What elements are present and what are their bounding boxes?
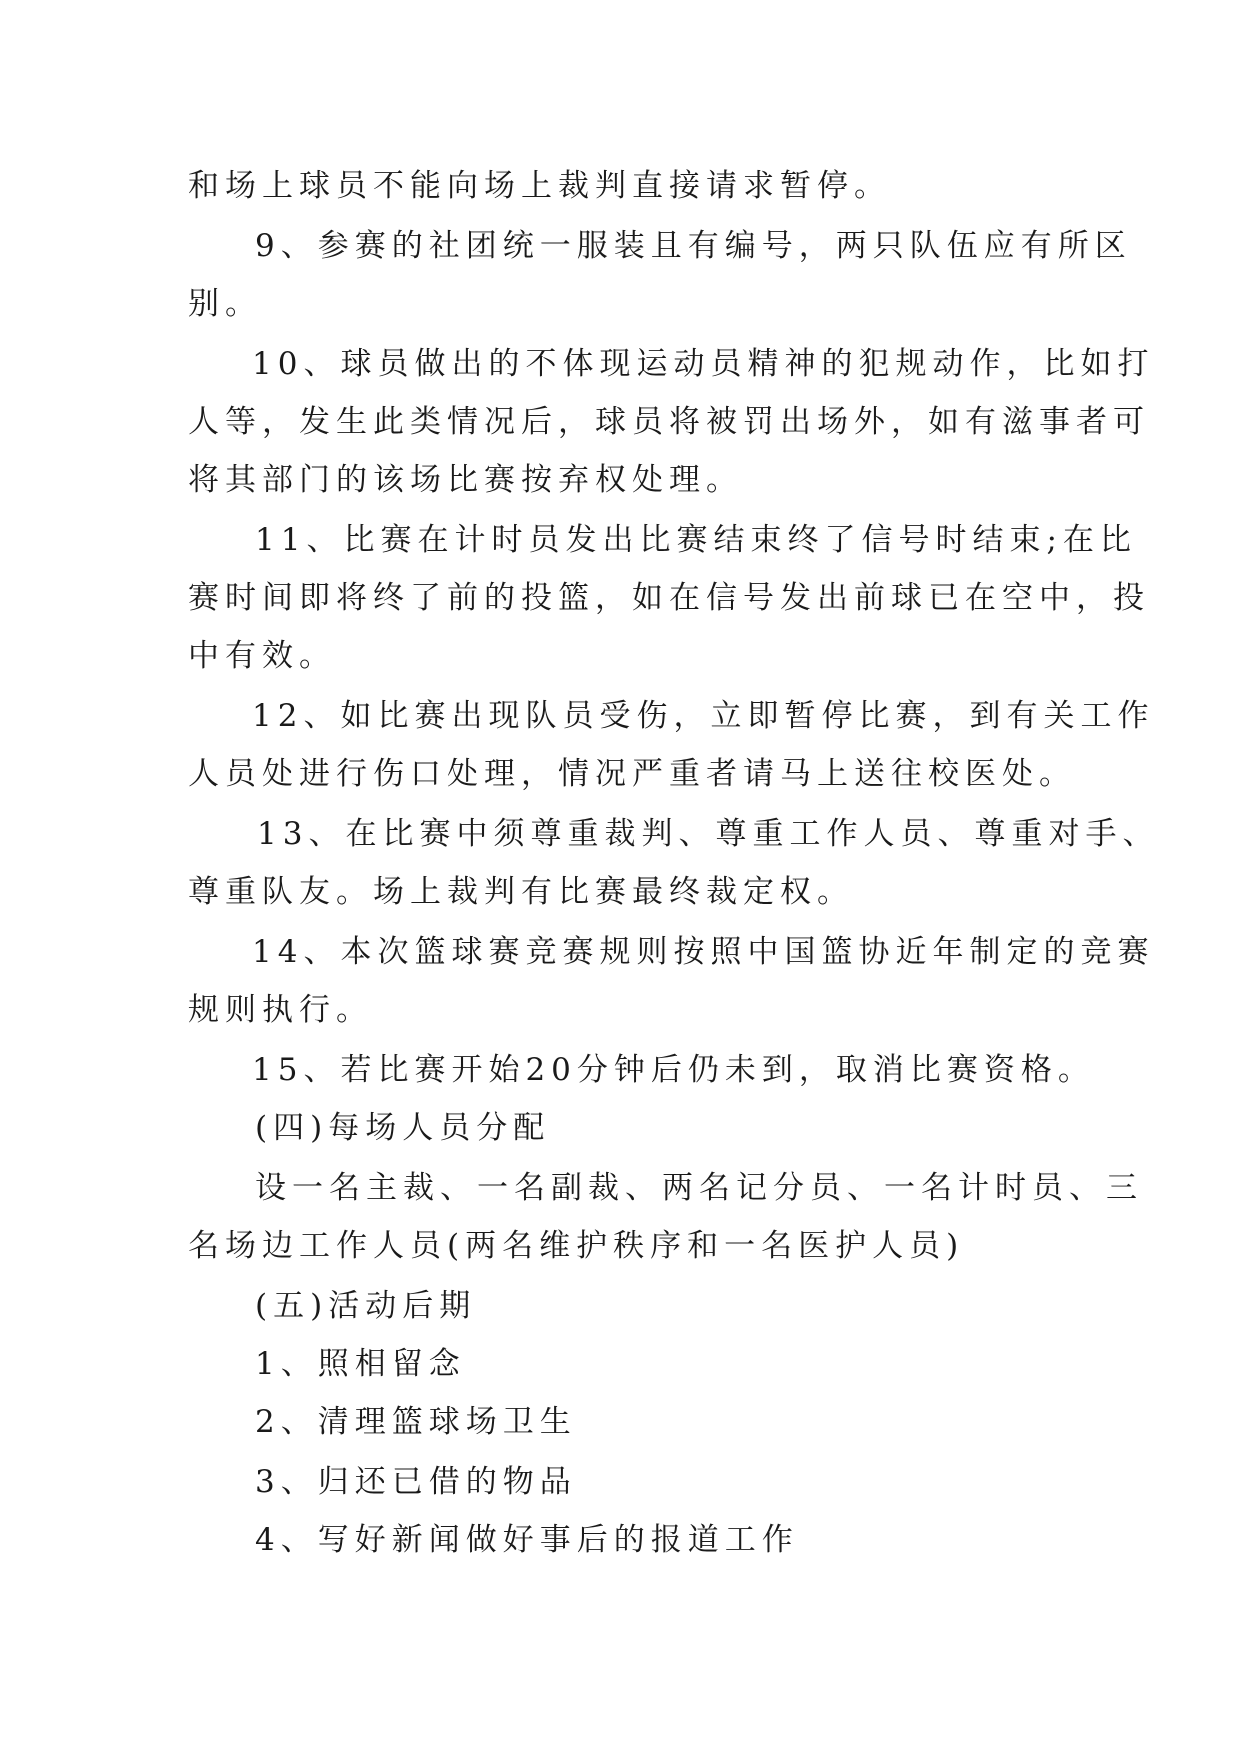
section-heading: (四)每场人员分配: [255, 1110, 551, 1146]
text-line: 和场上球员不能向场上裁判直接请求暂停。: [188, 168, 891, 204]
text-line: 12、如比赛出现队员受伤，立即暂停比赛，到有关工作: [252, 698, 1155, 734]
text-line: 别。: [188, 286, 262, 322]
section-heading: (五)活动后期: [255, 1288, 477, 1324]
text-line: 规则执行。: [188, 992, 373, 1028]
text-line: 15、若比赛开始20分钟后仍未到，取消比赛资格。: [252, 1052, 1095, 1088]
text-line: 人员处进行伤口处理，情况严重者请马上送往校医处。: [188, 756, 1076, 792]
text-line: 11、比赛在计时员发出比赛结束终了信号时结束;在比: [255, 522, 1137, 558]
list-item: 2、清理篮球场卫生: [255, 1404, 577, 1440]
text-line: 中有效。: [188, 638, 336, 674]
text-line: 尊重队友。场上裁判有比赛最终裁定权。: [188, 874, 854, 910]
list-item: 1、照相留念: [255, 1346, 466, 1382]
text-line: 13、在比赛中须尊重裁判、尊重工作人员、尊重对手、: [257, 816, 1160, 852]
list-item: 3、归还已借的物品: [255, 1464, 577, 1500]
text-line: 9、参赛的社团统一服装且有编号，两只队伍应有所区: [255, 228, 1132, 264]
text-line: 名场边工作人员(两名维护秩序和一名医护人员): [188, 1228, 965, 1264]
text-line: 人等，发生此类情况后，球员将被罚出场外，如有滋事者可: [188, 404, 1150, 440]
text-line: 10、球员做出的不体现运动员精神的犯规动作，比如打: [252, 346, 1155, 382]
text-line: 14、本次篮球赛竞赛规则按照中国篮协近年制定的竞赛: [252, 934, 1155, 970]
list-item: 4、写好新闻做好事后的报道工作: [255, 1522, 799, 1558]
text-line: 将其部门的该场比赛按弃权处理。: [188, 462, 743, 498]
text-line: 设一名主裁、一名副裁、两名记分员、一名计时员、三: [255, 1170, 1143, 1206]
text-line: 赛时间即将终了前的投篮，如在信号发出前球已在空中，投: [188, 580, 1150, 616]
